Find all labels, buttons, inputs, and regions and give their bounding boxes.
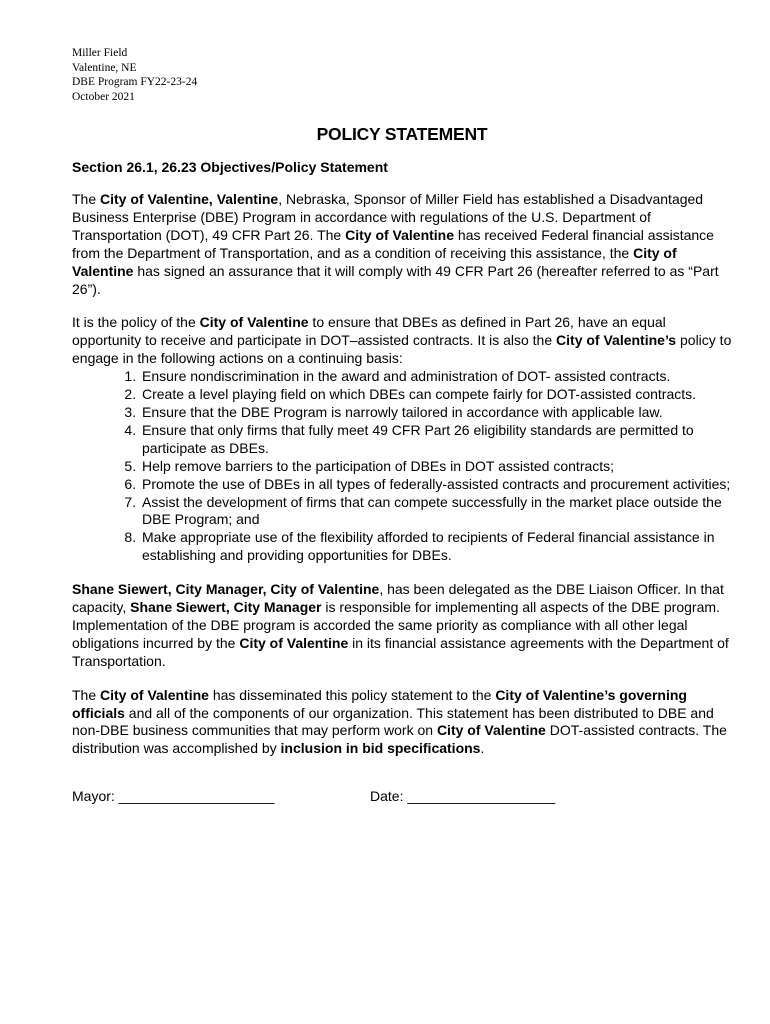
mayor-signature-line: Mayor: ____________________	[72, 788, 275, 805]
header-line-location: Valentine, NE	[72, 61, 137, 74]
paragraph-dissemination	[72, 687, 732, 759]
text-run: The	[72, 191, 101, 207]
text-run: , Nebraska, Sponsor of Miller Field has established a Disadvantaged Business Enterprise (DBE) Program in accordance with regulations of the U.S. Department of Transportation (DOT), 49 CFR Part 26. The	[72, 191, 704, 243]
text-run: is responsible for implementing all aspects of the DBE program. Implementation of the DBE program is accorded the same priority as compliance with all other legal obligations incurred by the	[72, 599, 720, 651]
date-signature-line: Date: ___________________	[370, 788, 556, 805]
text-run: DOT-assisted contracts. The distribution was accomplished by	[72, 722, 727, 757]
list-item: 1. Ensure nondiscrimination in the award and administration of DOT- assisted contracts.	[140, 368, 732, 386]
policy-goals-list	[72, 368, 732, 565]
text-run: has signed an assurance that it will comply with 49 CFR Part 26 (hereafter referred to as “Part 26”).	[72, 262, 719, 297]
text-run: to ensure that DBEs as defined in Part 26, have an equal opportunity to receive and participate in DOT–assisted contracts. It is also the	[72, 314, 666, 349]
text-run: It is the policy of the	[72, 314, 200, 331]
list-item: 3. Ensure that the DBE Program is narrowly tailored in accordance with applicable law.	[140, 404, 732, 422]
text-run: in its financial assistance agreements with the Department of Transportation.	[72, 634, 729, 669]
list-item: 2. Create a level playing field on which DBEs can compete fairly for DOT-assisted contracts.	[140, 386, 732, 404]
bold-run: City of Valentine	[436, 722, 546, 739]
text-run: has disseminated this policy statement to the	[208, 686, 496, 703]
paragraph-liaison-officer	[72, 581, 732, 671]
bold-run: City of Valentine	[72, 244, 677, 279]
paragraph-program-intro	[72, 191, 732, 298]
list-item: 5. Help remove barriers to the participation of DBEs in DOT assisted contracts;	[140, 458, 732, 476]
bold-run: inclusion in bid specifications	[280, 740, 481, 757]
paragraph-policy	[72, 314, 732, 368]
bold-run: City of Valentine’s governing officials	[72, 686, 687, 721]
bold-run: Shane Siewert, City Manager, City of Valentine	[72, 581, 380, 598]
text-run: The	[72, 686, 101, 703]
header-line-airport: Miller Field	[72, 47, 128, 59]
list-item: 4. Ensure that only firms that fully meet 49 CFR Part 26 eligibility standards are permitted to participate as DBEs.	[140, 422, 732, 458]
text-run: and all of the components of our organization. This statement has been distributed to DBE and non-DBE business communities that may perform work on	[72, 704, 714, 739]
list-item: 8. Make appropriate use of the flexibility afforded to recipients of Federal financial assistance in establishing and providing opportunities for DBEs.	[140, 529, 732, 565]
list-item: 6. Promote the use of DBEs in all types of federally-assisted contracts and procurement activities;	[140, 476, 732, 494]
document-page	[72, 46, 732, 808]
list-item: 7. Assist the development of firms that can compete successfully in the market place outside the DBE Program; and	[140, 494, 732, 530]
text-run: .	[480, 740, 485, 757]
header-line-program: DBE Program FY22-23-24	[72, 76, 198, 88]
text-run: , has been delegated as the DBE Liaison Officer. In that capacity,	[72, 581, 724, 616]
text-run: policy to engage in the following actions on a continuing basis:	[72, 332, 732, 367]
bold-run: City of Valentine	[345, 226, 455, 243]
bold-run: City of Valentine	[239, 634, 349, 651]
document-header	[72, 46, 732, 104]
bold-run: City of Valentine’s	[556, 332, 677, 349]
page-title: POLICY STATEMENT	[316, 124, 488, 144]
bold-run: City of Valentine	[100, 686, 209, 703]
bold-run: City of Valentine, Valentine	[100, 191, 279, 207]
header-line-date: October 2021	[72, 90, 135, 103]
text-run: has received Federal financial assistance from the Department of Transportation, and as a condition of receiving this assistance, the	[72, 226, 714, 261]
signature-row	[72, 788, 732, 808]
section-heading: Section 26.1, 26.23 Objectives/Policy Statement	[72, 159, 388, 175]
bold-run: City of Valentine	[199, 314, 309, 331]
bold-run: Shane Siewert, City Manager	[130, 599, 322, 616]
